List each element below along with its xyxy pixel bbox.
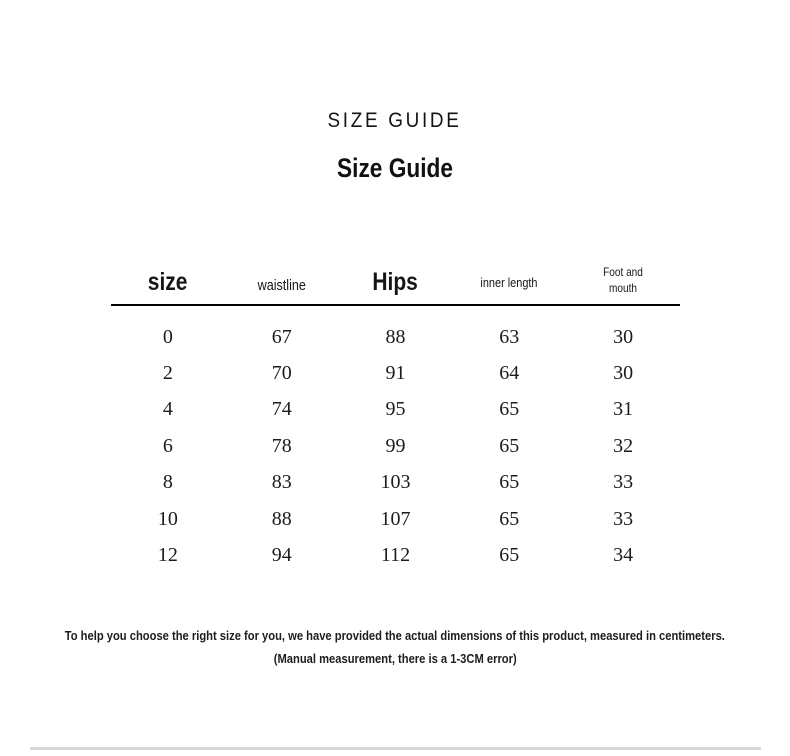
column-header-size: size xyxy=(148,268,188,296)
cell-inner-length: 65 xyxy=(499,471,520,494)
column-header-hips: Hips xyxy=(372,268,419,296)
cell-inner-length: 65 xyxy=(499,398,520,421)
footnote-line-2: (Manual measurement, there is a 1-3CM error) xyxy=(273,651,517,666)
size-guide-table xyxy=(111,258,680,574)
table-row xyxy=(111,392,680,428)
cell-waistline: 70 xyxy=(271,362,292,385)
eyebrow-title-text: SIZE GUIDE xyxy=(327,109,463,132)
cell-waistline: 74 xyxy=(271,398,292,421)
cell-foot-and-mouth: 32 xyxy=(613,434,634,457)
cell-waistline: 67 xyxy=(271,325,292,348)
cell-foot-and-mouth: 30 xyxy=(613,362,634,385)
table-row xyxy=(111,319,680,355)
cell-foot-and-mouth: 33 xyxy=(613,471,634,494)
cell-size: 12 xyxy=(157,544,178,567)
footnote xyxy=(0,624,790,670)
cell-size: 4 xyxy=(162,398,173,421)
column-header-waistline: waistline xyxy=(257,277,306,294)
cell-foot-and-mouth: 30 xyxy=(613,325,634,348)
cell-foot-and-mouth: 31 xyxy=(613,398,634,421)
cell-hips: 95 xyxy=(385,398,406,421)
page-title-text: Size Guide xyxy=(337,153,453,183)
cell-size: 2 xyxy=(162,362,173,385)
cell-size: 10 xyxy=(157,507,178,530)
cell-inner-length: 63 xyxy=(499,325,520,348)
footnote-line-1: To help you choose the right size for you, we have provided the actual dimensions of this product, measured in centimeters. xyxy=(64,628,726,643)
cell-hips: 112 xyxy=(380,544,411,567)
table-body xyxy=(111,306,680,574)
cell-inner-length: 65 xyxy=(499,434,520,457)
cell-waistline: 78 xyxy=(271,434,292,457)
table-row xyxy=(111,465,680,501)
cell-hips: 107 xyxy=(380,507,411,530)
column-header-foot-and-mouth: Foot and mouth xyxy=(603,264,643,295)
cell-inner-length: 64 xyxy=(499,362,520,385)
cell-size: 6 xyxy=(162,434,173,457)
cell-hips: 88 xyxy=(385,325,406,348)
table-row xyxy=(111,537,680,573)
table-row xyxy=(111,355,680,391)
column-header-inner-length: inner length xyxy=(480,275,538,290)
cell-hips: 91 xyxy=(385,362,406,385)
cell-size: 8 xyxy=(162,471,173,494)
cell-waistline: 83 xyxy=(271,471,292,494)
page-title xyxy=(0,153,790,184)
cell-hips: 99 xyxy=(385,434,406,457)
cell-foot-and-mouth: 34 xyxy=(613,544,634,567)
table-row xyxy=(111,501,680,537)
table-header-row xyxy=(111,258,680,306)
cell-hips: 103 xyxy=(380,471,411,494)
cell-inner-length: 65 xyxy=(499,507,520,530)
bottom-divider xyxy=(30,747,761,750)
cell-size: 0 xyxy=(162,325,173,348)
table-row xyxy=(111,428,680,464)
cell-waistline: 88 xyxy=(271,507,292,530)
cell-foot-and-mouth: 33 xyxy=(613,507,634,530)
cell-waistline: 94 xyxy=(271,544,292,567)
cell-inner-length: 65 xyxy=(499,544,520,567)
eyebrow-title xyxy=(0,109,790,133)
